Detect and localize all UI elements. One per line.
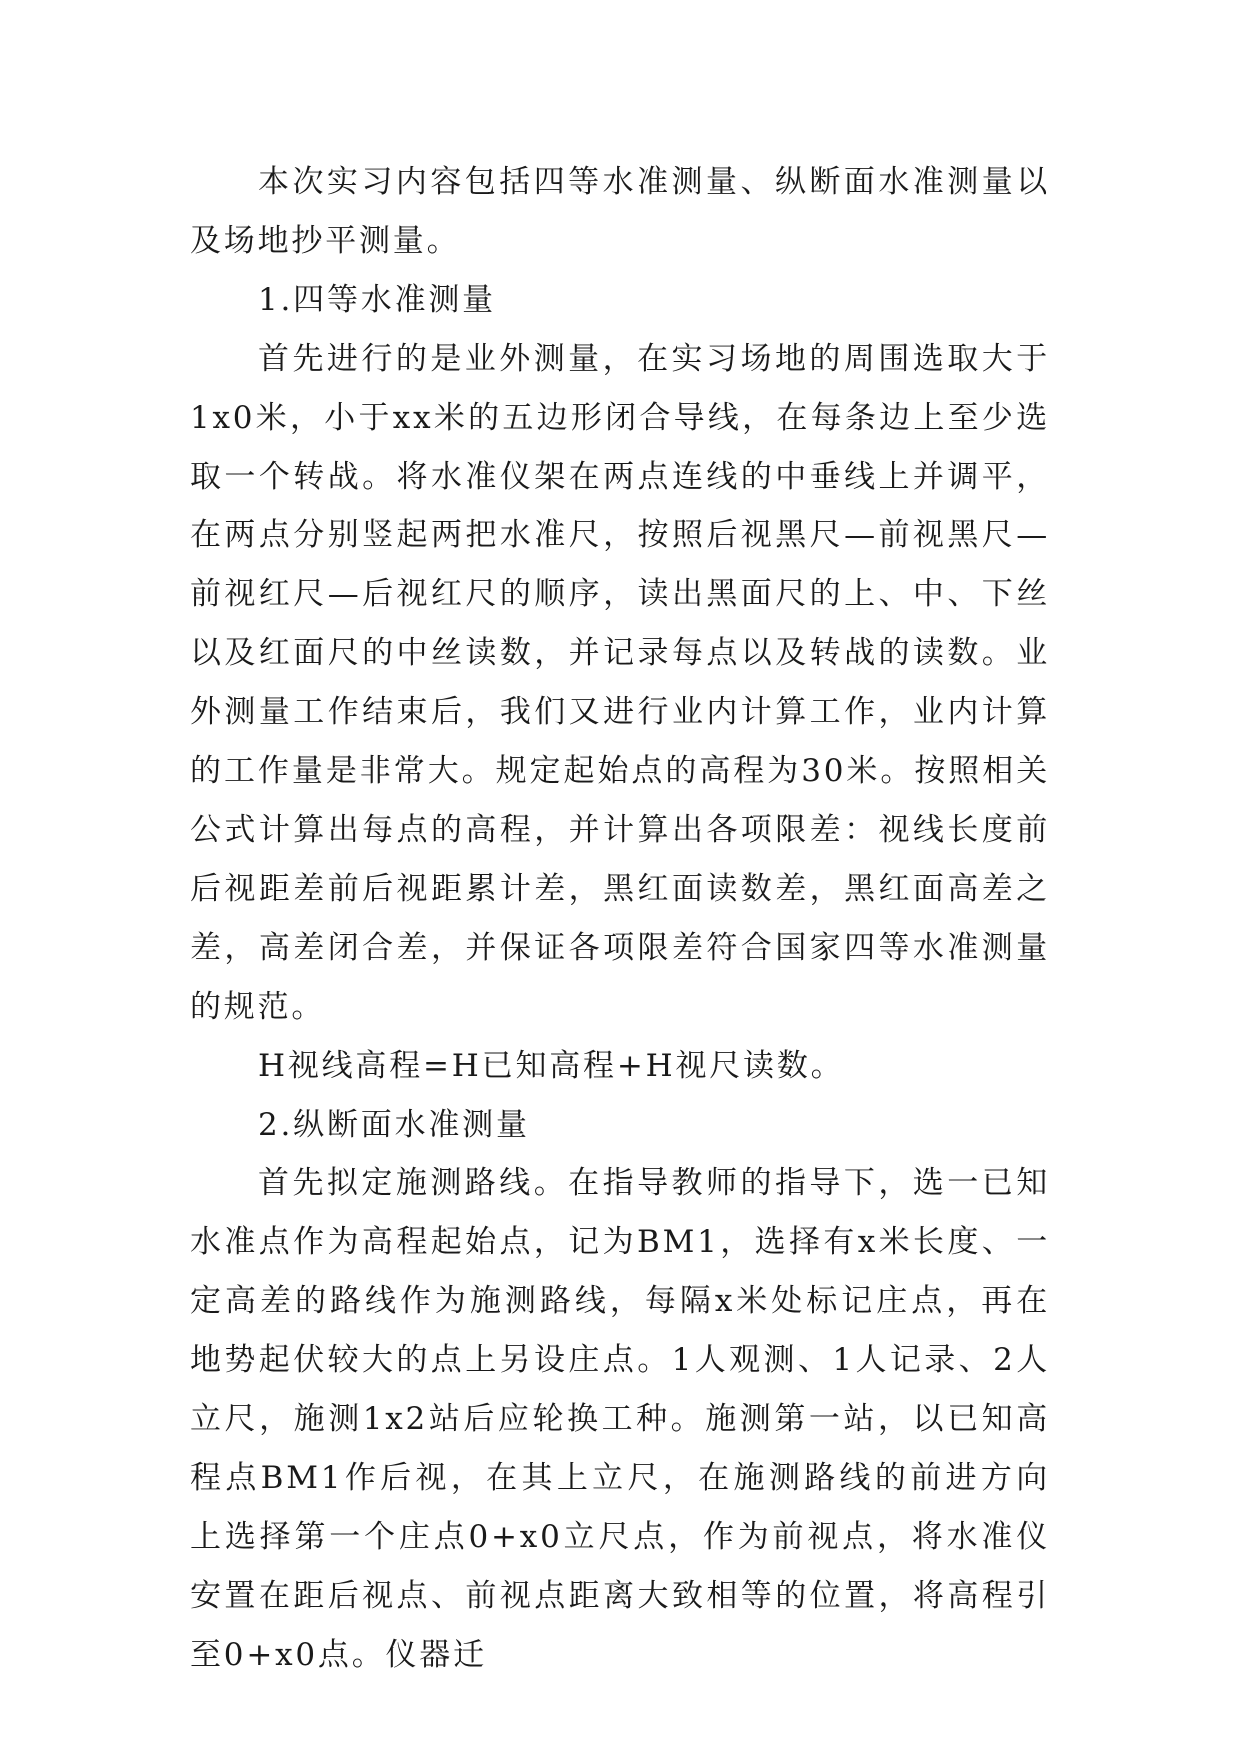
paragraph-field-measurement: 首先进行的是业外测量，在实习场地的周围选取大于1x0米，小于xx米的五边形闭合导线，在每条边上至少选取一个转战。将水准仪架在两点连线的中垂线上并调平，在两点分别竖起两把水准尺，按照后视黑尺—前视黑尺—前视红尺—后视红尺的顺序，读出黑面尺的上、中、下丝以及红面尺的中丝读数，并记录每点以及转战的读数。业外测量工作结束后，我们又进行业内计算工作，业内计算的工作量是非常大。规定起始点的高程为30米。按照相关公式计算出每点的高程，并计算出各项限差：视线长度前后视距差前后视距累计差，黑红面读数差，黑红面高差之差，高差闭合差，并保证各项限差符合国家四等水准测量的规范。 (190, 340, 1050, 1025)
paragraph-intro: 本次实习内容包括四等水准测量、纵断面水准测量以及场地抄平测量。 (190, 164, 1050, 259)
section-heading-profile-leveling: 2.纵断面水准测量 (258, 1106, 530, 1143)
paragraph-route-survey: 首先拟定施测路线。在指导教师的指导下，选一已知水准点作为高程起始点，记为BM1，选择有x米长度、一定高差的路线作为施测路线，每隔x米处标记庄点，再在地势起伏较大的点上另设庄点。1人观测、1人记录、2人立尺，施测1x2站后应轮换工种。施测第一站，以已知高程点BM1作后视，在其上立尺，在施测路线的前进方向上选择第一个庄点0+x0立尺点，作为前视点，将水准仪安置在距后视点、前视点距离大致相等的位置，将高程引至0+x0点。仪器迁 (190, 1165, 1050, 1673)
document-body (190, 153, 1050, 1685)
section-heading-fourth-order-leveling: 1.四等水准测量 (258, 281, 496, 318)
formula-line: H视线高程=H已知高程+H视尺读数。 (258, 1047, 845, 1084)
